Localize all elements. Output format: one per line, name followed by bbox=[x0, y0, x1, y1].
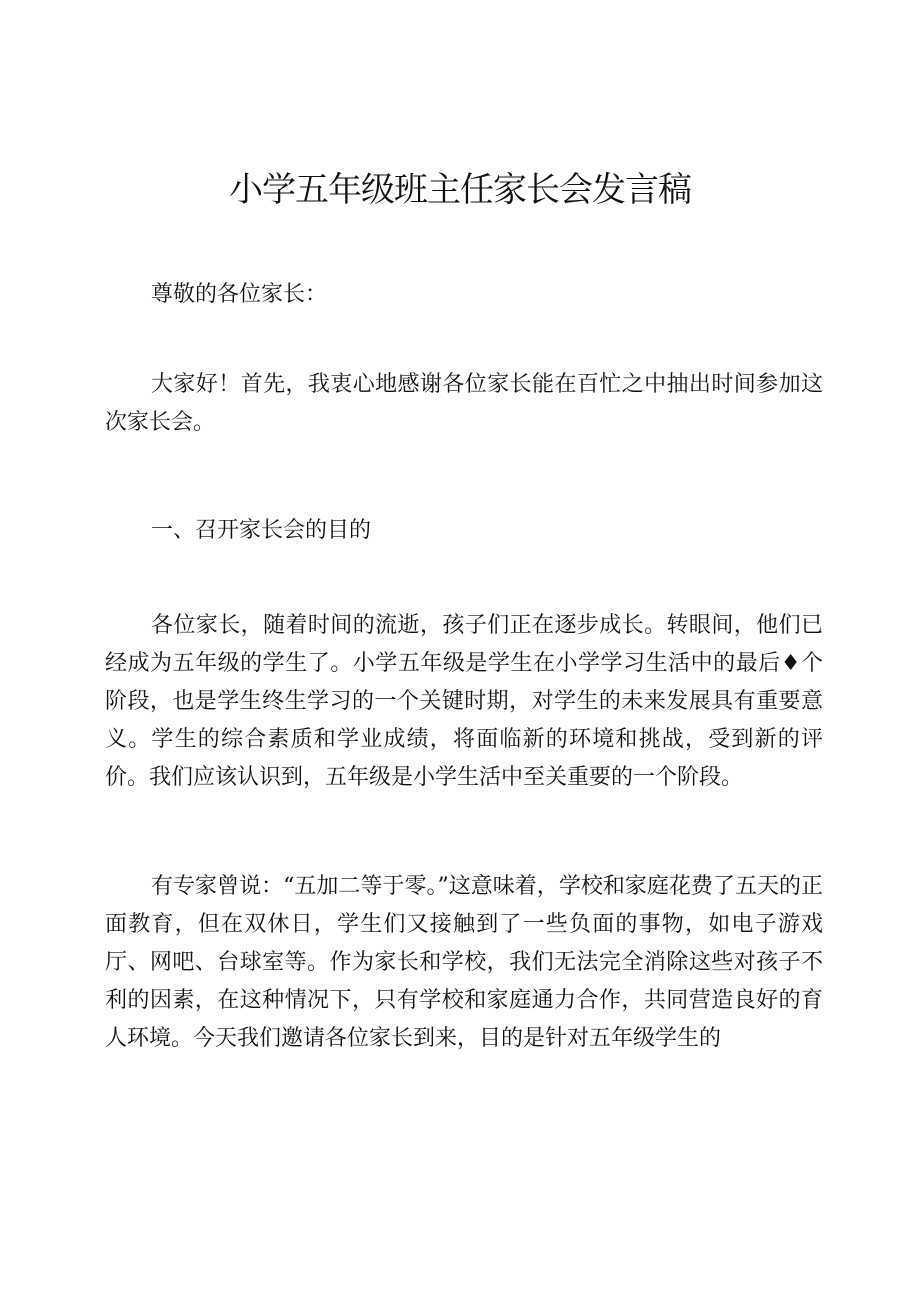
section-heading: 一、召开家长会的目的 bbox=[151, 518, 372, 543]
document-title: 小学五年级班主任家长会发言稿 bbox=[229, 170, 691, 210]
body-paragraph-purpose: 各位家长，随着时间的流逝，孩子们正在逐步成长。转眼间，他们已经成为五年级的学生了。小学五年级是学生在小学学习生活中的最后♦个阶段，也是学生终生学习的一个关键时期，对学生的未来发展具有重要意义。学生的综合素质和学业成绩，将面临新的环境和挑战，受到新的评价。我们应该认识到，五年级是小学生活中至关重要的一个阶段。 bbox=[105, 613, 823, 790]
salutation: 尊敬的各位家长： bbox=[151, 282, 328, 307]
greeting-paragraph: 大家好！首先，我衷心地感谢各位家长能在百忙之中抽出时间参加这次家长会。 bbox=[105, 372, 823, 435]
body-paragraph-expert-quote: 有专家曾说：“五加二等于零。”这意味着，学校和家庭花费了五天的正面教育，但在双休日，学生们又接触到了一些负面的事物，如电子游戏厅、网吧、台球室等。作为家长和学校，我们无法完全消除这些对孩子不利的因素，在这种情况下，只有学校和家庭通力合作，共同营造良好的育人环境。今天我们邀请各位家长到来，目的是针对五年级学生的 bbox=[105, 874, 823, 1051]
